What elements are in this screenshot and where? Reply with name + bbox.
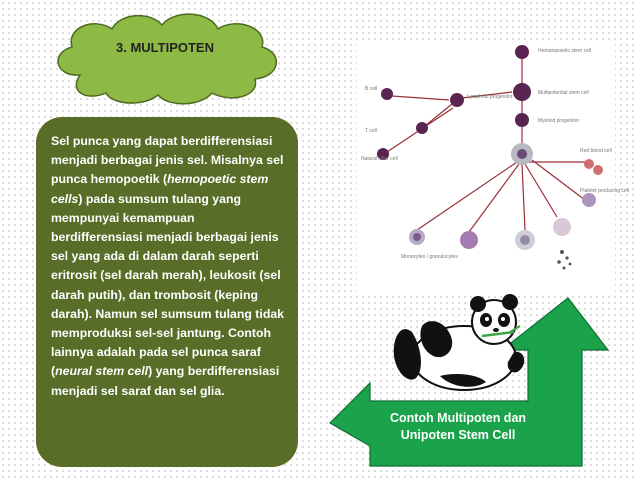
svg-text:Platelet producing cell: Platelet producing cell <box>580 188 629 194</box>
paragraph-text-3: ) yang berdifferensiasi menjadi sel saraf dan sel glia. <box>51 364 280 398</box>
svg-text:Multipotential stem cell: Multipotential stem cell <box>538 90 589 96</box>
slide-title: 3. MULTIPOTEN <box>116 40 214 55</box>
paragraph-text-1: Sel punca yang dapat berdifferensiasi menjadi berbagai jenis sel. Misalnya sel punca hemopoetik ( <box>51 134 284 187</box>
paragraph-term-1: hemopoetic stem cells <box>51 172 269 206</box>
cell-differentiation-diagram <box>357 42 629 294</box>
description-box <box>36 117 298 467</box>
paragraph-text-2: ) pada sumsum tulang yang mempunyai kemampuan berdifferensiasi menjadi berbagai jenis sel yang ada di dalam darah seperti eritrosit (sel darah merah), leukosit (sel darah putih), dan trombosit (keping darah). Namun sel sumsum tulang tidak memproduksi sel-sel jantung. Contoh lainnya adalah pada sel punca saraf ( <box>51 191 285 379</box>
svg-text:T cell: T cell <box>365 128 377 134</box>
svg-text:B cell: B cell <box>365 86 378 92</box>
svg-text:Red blood cell: Red blood cell <box>580 148 612 154</box>
svg-text:Myeloid progenitor: Myeloid progenitor <box>538 118 580 124</box>
figure-caption: Contoh Multipoten dan Unipoten Stem Cell <box>389 411 527 442</box>
svg-text:Lymphoid progenitor: Lymphoid progenitor <box>467 94 513 100</box>
paragraph-term-2: neural stem cell <box>55 364 149 379</box>
title-cloud <box>40 5 290 105</box>
svg-text:Natural killer cell: Natural killer cell <box>361 156 398 162</box>
panda-illustration <box>382 292 530 394</box>
svg-text:Monocytes / granulocytes: Monocytes / granulocytes <box>401 254 458 260</box>
svg-text:Hematopoietic stem cell: Hematopoietic stem cell <box>538 48 592 54</box>
